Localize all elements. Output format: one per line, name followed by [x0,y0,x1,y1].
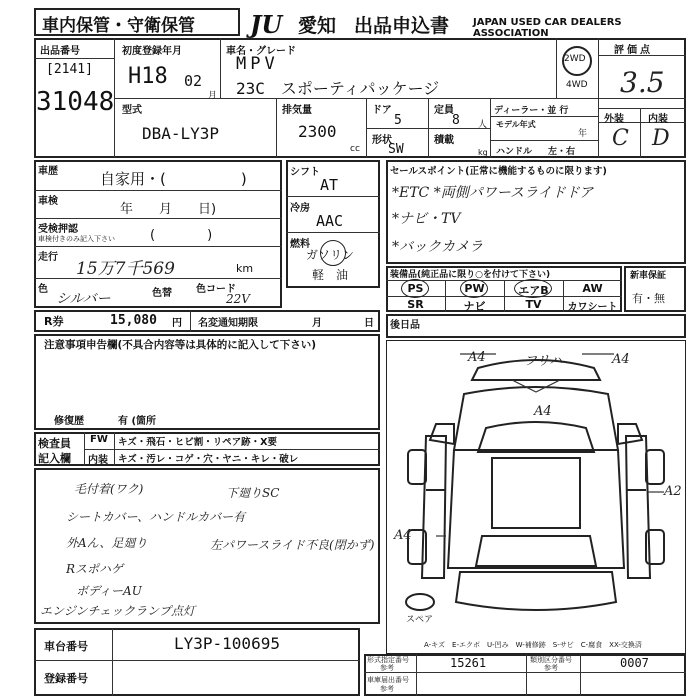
remark-1: 毛付着(ワク) [74,482,144,496]
equipment-label: 装備品(純正品に限り○を付けて下さい) [390,270,551,280]
lot-sub-number: [2141] [46,62,93,77]
category-value: 0007 [620,656,649,670]
selling-item-3: *バックカメラ [392,239,483,255]
registration-month-unit: 月 [208,91,218,101]
type-designation-value: 15261 [450,656,487,670]
remark-2: 下廻りSC [226,486,280,500]
branch-name: 愛知 [298,15,337,37]
dealer-label: ディーラー・並 行 [494,106,569,116]
doc-title: 出品申込書 [354,15,450,37]
repair-label: 修復歴 [54,416,84,427]
check-row-int-body: キズ・汚レ・コゲ・穴・ヤニ・キレ・破レ [118,454,299,465]
inspector-label-1: 検査員 [38,437,71,450]
selling-item-2: *ナビ・TV [392,211,461,227]
equip-ps-circle [401,279,429,298]
storage-label: 車内保管・守衛保管 [42,16,195,36]
fuel-label: 燃料 [290,239,310,250]
damage-mark-front: フリハ [524,354,563,369]
exterior-label: 外装 [604,114,624,125]
handle-label: ハンドル [496,147,533,157]
type-designation-label: 形式指定番号 [367,656,409,664]
equip-sr: SR [407,298,424,311]
equip-airbag: エアB [518,284,549,297]
capacity-value: 8 [452,113,460,128]
shift-label: シフト [290,167,320,178]
history-value: 自家用・( ) [100,170,247,188]
fuel-alt: 軽 油 [312,268,349,282]
grade-score: 3.5 [620,66,665,99]
lot-label: 出品番号 [40,46,80,57]
inspection-value: 年 月 日) [120,202,217,217]
model-label: 型式 [122,105,142,116]
fuel-value: ガソリン [306,248,355,262]
check-row-int-head: 内装 [88,455,108,466]
remark-8: エンジンチェックランプ点灯 [40,604,196,618]
ac-value: AAC [316,212,344,230]
damage-mark-left: A4 [394,528,412,543]
color-value: シルバー [56,291,111,307]
capacity-unit: 人 [478,120,488,130]
chassis-label: 車台番号 [44,640,88,653]
mileage-unit: km [236,262,254,275]
commission-label: 受検押認 [38,224,78,235]
recycle-unit: 円 [172,318,182,329]
association-name: JAPAN USED CAR DEALERS ASSOCIATION [473,17,622,39]
handle-value: 左・右 [548,147,576,157]
reserve-label: 車庫届出番号 [367,676,409,684]
vehicle-label: 車名・グレード [226,46,296,57]
exterior-grade: C [612,126,629,151]
recycle-label: R券 [44,315,64,328]
commission-note: 車検付きのみ記入下さい [38,235,115,243]
registration-era-year: H18 [128,64,168,89]
notice-month: 月 [312,318,322,329]
shift-value: AT [320,176,339,194]
new-car-value: 有・無 [632,292,665,305]
registration-month: 02 [184,72,203,90]
check-row-fw-body: キズ・飛石・ヒビ割・リペア跡・X要 [118,437,277,448]
inspector-label-2: 記入欄 [38,452,71,465]
reg-number-label: 登録番号 [44,672,88,685]
damage-mark-front-left: A4 [468,350,486,365]
registration-label: 初度登録年月 [122,46,182,57]
check-row-fw-head: FW [90,434,108,445]
chassis-value: LY3P-100695 [174,634,280,653]
shape-value: SW [388,142,404,157]
capacity-label: 定員 [434,105,454,116]
load-label: 積載 [434,135,454,146]
grade-label: 評価点 [614,45,653,56]
model-year-label: モデル年式 [496,120,536,129]
equip-airbag-circle [514,279,552,298]
after-block [386,314,686,338]
four-wd-label: 4WD [566,80,588,90]
mileage-value: 15万7千569 [76,259,175,279]
equip-ps: PS [407,282,424,295]
equip-navi: ナビ [463,300,486,313]
reserve-ref: 参考 [380,685,394,693]
load-unit: kg [478,148,488,157]
type-designation-ref: 参考 [380,664,394,672]
equip-tv: TV [525,298,542,311]
damage-legend: A-キズ E-エクボ U-凹み W-補修跡 S-サビ C-腐食 XX-交換済 [424,641,642,649]
commission-value: ( ) [150,228,213,243]
notice-label: 名変通知期限 [198,318,258,329]
notes-label: 注意事項申告欄(不具合内容等は具体的に記入して下さい) [44,339,317,351]
after-label: 後日品 [390,320,420,331]
equip-pw: PW [464,282,485,295]
damage-mark-hood: A4 [534,404,552,419]
displacement-unit: cc [350,144,360,154]
damage-mark-right: A2 [664,484,682,499]
two-wd-label: 2WD [564,54,586,64]
history-label: 車歴 [38,166,58,177]
spare-label: スペア [406,615,434,625]
equip-pw-circle [460,279,488,298]
remark-7: ボディーAU [76,584,142,598]
color-code: 22V [226,292,250,306]
interior-label: 内装 [648,114,668,125]
model-year-unit: 年 [578,129,588,139]
repair-value: 有 (箇所 [118,416,157,427]
displacement-value: 2300 [298,122,337,141]
vehicle-name: MPV [236,54,279,74]
remark-5: 左パワースライド不良(閉かず) [210,538,375,552]
color-label: 色 [38,284,48,295]
ju-logo: JU [250,10,283,39]
vehicle-grade: 23C スポーティパッケージ [236,79,440,98]
displacement-label: 排気量 [282,105,312,116]
lot-number: 31048 [36,87,115,117]
model-value: DBA-LY3P [142,124,220,143]
equip-aw: AW [582,282,603,295]
notice-day: 日 [364,318,374,329]
color-code-label: 色コード [196,284,236,295]
remark-4: 外Aん、足廻り [66,536,148,550]
car-diagram [386,340,686,630]
remark-6: Rスポハゲ [66,562,124,576]
category-ref: 参考 [544,664,558,672]
ac-label: 冷房 [290,203,310,214]
shape-label: 形状 [372,135,392,146]
mileage-label: 走行 [38,252,58,263]
doors-value: 5 [394,113,402,128]
equip-leather: カワシート [567,302,618,313]
selling-label: セールスポイント(正常に機能するものに限ります) [390,166,607,177]
remark-3: シートカバー、ハンドルカバー有 [66,510,246,524]
doors-label: ドア [372,105,392,116]
interior-grade: D [652,126,670,151]
category-label: 類別区分番号 [530,656,572,664]
selling-item-1: *ETC *両側パワースライドドア [392,185,594,201]
recycle-value: 15,080 [110,313,157,328]
new-car-label: 新車保証 [630,271,667,281]
inspection-label: 車検 [38,196,58,207]
color-change-label: 色替 [152,288,172,299]
damage-mark-front-right: A4 [612,352,630,367]
